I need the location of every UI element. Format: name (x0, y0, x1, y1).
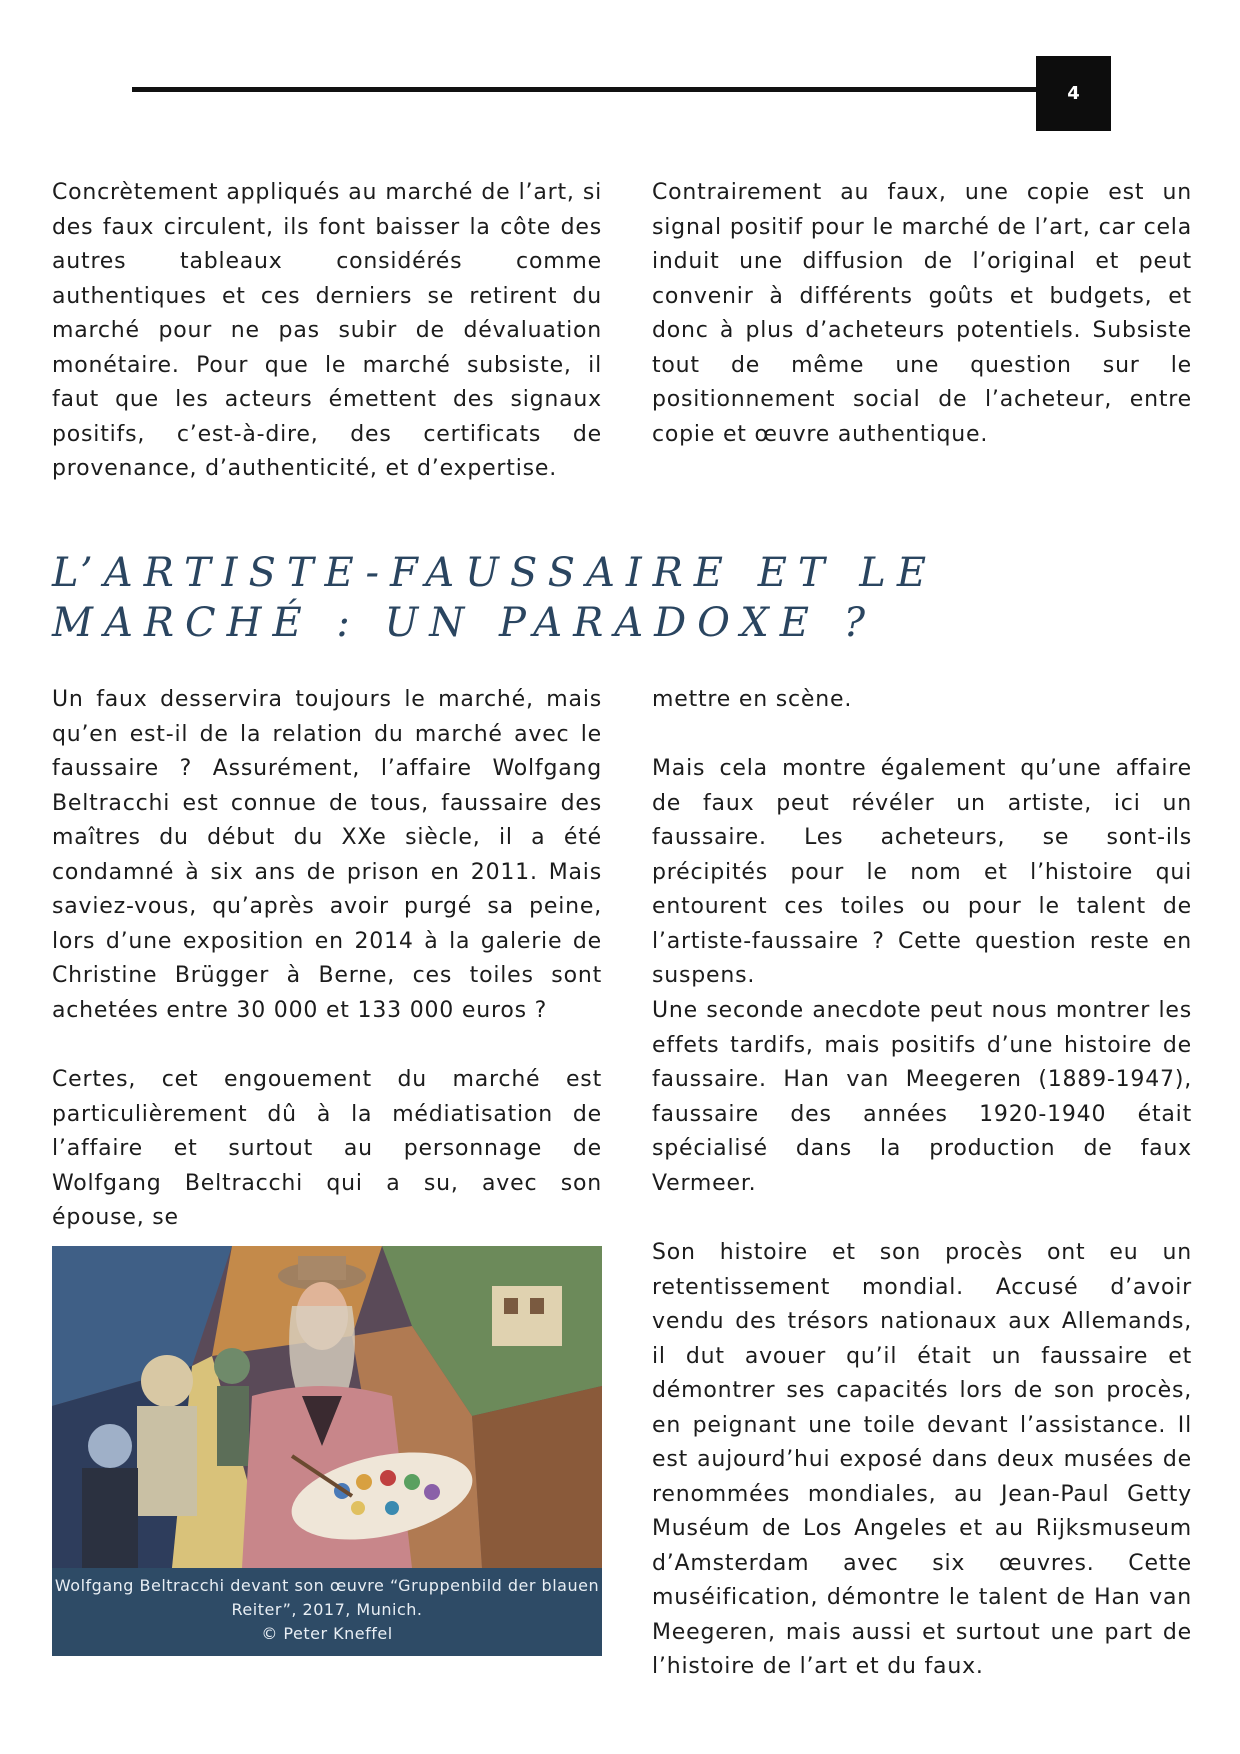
left-paragraph-2: Certes, cet engouement du marché est particulièrement dû à la médiatisation de l’affaire et surtout au personnage de Wolfgang Beltracchi qui a su, avec son épouse, se (52, 1067, 602, 1230)
page-number: 4 (1036, 56, 1111, 131)
top-right-paragraph: Contrairement au faux, une copie est un signal positif pour le marché de l’art, car cela induit une diffusion de l’original et peut convenir à différents goûts et budgets, et donc à plus d’acheteurs potentiels. Subsiste tout de même une question sur le positionnement social de l’acheteur, entre copie et œuvre authentique. (652, 180, 1192, 447)
caption-line-2: Reiter”, 2017, Munich. (231, 1600, 423, 1619)
left-paragraph-1: Un faux desservira toujours le marché, mais qu’en est-il de la relation du marché avec le faussaire ? Assurément, l’affaire Wolfgang Beltracchi est connue de tous, faussaire des maîtres du début du XXe siècle, il a été condamné à six ans de prison en 2011. Mais saviez-vous, qu’après avoir purgé sa peine, lors d’une exposition en 2014 à la galerie de Christine Brügger à Berne, ces toiles sont achetées entre 30 000 et 133 000 euros ? (52, 687, 602, 1023)
top-left-paragraph: Concrètement appliqués au marché de l’art, si des faux circulent, ils font baisser la côte des autres tableaux considérés comme authentiques et ces derniers se retirent du marché pour ne pas subir de dévaluation monétaire. Pour que le marché subsiste, il faut que les acteurs émettent des signaux positifs, c’est-à-dire, des certificats de provenance, d’authenticité, et d’expertise. (52, 180, 602, 481)
caption-line-1: Wolfgang Beltracchi devant son œuvre “Gruppenbild der blauen (54, 1576, 600, 1595)
right-paragraph-3: Une seconde anecdote peut nous montrer les effets tardifs, mais positifs d’une histoire de faussaire. Han van Meegeren (1889-1947), faussaire des années 1920-1940 était spécialisé dans la production de faux Vermeer. (652, 998, 1192, 1196)
photo-caption (52, 1568, 602, 1656)
caption-credit: © Peter Kneffel (261, 1624, 393, 1643)
section-heading: L’ARTISTE-FAUSSAIRE ET LE MARCHÉ : UN PARADOXE ? (52, 550, 938, 646)
right-paragraph-4: Son histoire et son procès ont eu un retentissement mondial. Accusé d’avoir vendu des trésors nationaux aux Allemands, il dut avouer qu’il était un faussaire et démontrer ses capacités lors de son procès, en peignant une toile devant l’assistance. Il est aujourd’hui exposé dans deux musées de renommées mondiales, au Jean-Paul Getty Muséum de Los Angeles et au Rijksmuseum d’Amsterdam avec six œuvres. Cette muséification, démontre le talent de Han van Meegeren, mais aussi et surtout une part de l’histoire de l’art et du faux. (652, 1240, 1192, 1679)
right-paragraph-1: mettre en scène. (652, 687, 853, 712)
header-rule (132, 87, 1042, 92)
artist-photo (52, 1246, 602, 1568)
photo-figure (52, 1246, 602, 1656)
right-paragraph-2: Mais cela montre également qu’une affaire de faux peut révéler un artiste, ici un faussaire. Les acheteurs, se sont-ils précipités pour le nom et l’histoire qui entourent ces toiles ou pour le talent de l’artiste-faussaire ? Cette question reste en suspens. (652, 756, 1192, 988)
